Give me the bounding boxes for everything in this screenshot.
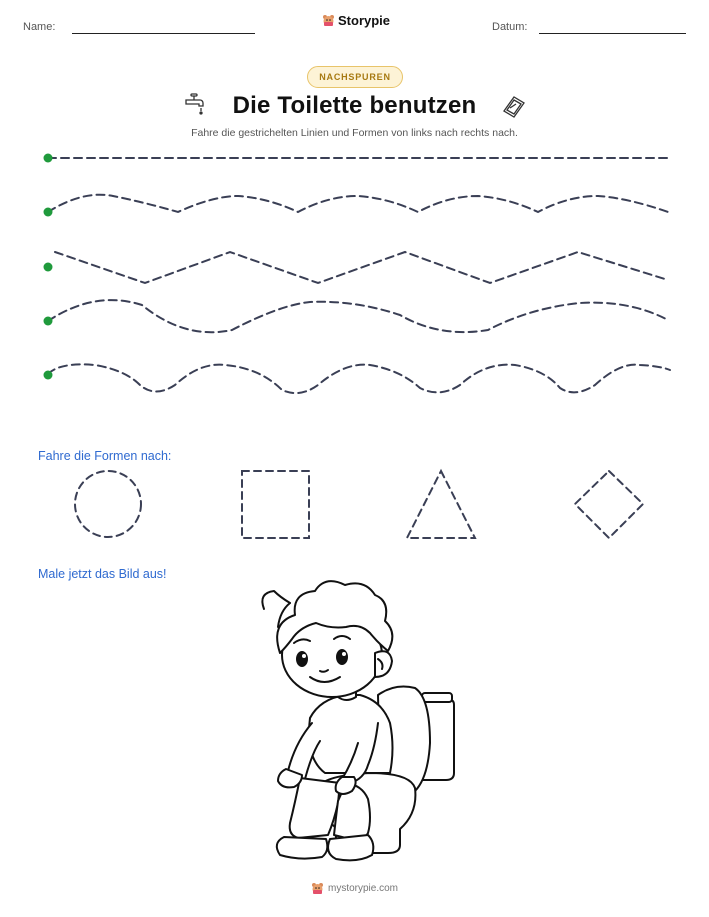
- name-label: Name:: [23, 21, 56, 33]
- boy-on-toilet-illustration: [250, 573, 460, 865]
- tracing-line-zigzag: [55, 252, 668, 283]
- start-dot-1: [44, 154, 53, 163]
- tracing-line-wave-2: [48, 300, 668, 332]
- footer-url[interactable]: mystorypie.com: [327, 883, 398, 894]
- tracing-line-wave-1: [48, 195, 668, 212]
- page-title: Die Toilette benutzen: [232, 92, 477, 119]
- shape-square: [242, 471, 309, 538]
- start-dot-3: [44, 263, 53, 272]
- shape-triangle: [407, 471, 475, 538]
- coloring-section-label: Male jetzt das Bild aus!: [38, 567, 167, 581]
- brand-name: Storypie: [338, 13, 391, 28]
- brand-logo: [322, 13, 390, 28]
- start-dot-5: [44, 371, 53, 380]
- shape-diamond: [575, 471, 643, 538]
- start-dot-4: [44, 317, 53, 326]
- badge: NACHSPUREN: [307, 66, 403, 88]
- tracing-lines: [0, 140, 709, 400]
- bear-icon: [322, 14, 335, 27]
- tracing-shapes: [0, 462, 709, 542]
- instruction-text: Fahre die gestrichelten Linien und Formen von links nach rechts nach.: [191, 127, 518, 139]
- tracing-line-wave-3: [48, 364, 670, 393]
- shape-circle: [75, 471, 141, 537]
- date-line: [539, 33, 686, 34]
- date-label: Datum:: [492, 21, 528, 33]
- name-line: [72, 33, 255, 34]
- start-dot-2: [44, 208, 53, 217]
- footer: [0, 882, 709, 895]
- shapes-section-label: Fahre die Formen nach:: [38, 449, 172, 463]
- soap-icon: [500, 93, 528, 124]
- bear-icon: [311, 882, 324, 895]
